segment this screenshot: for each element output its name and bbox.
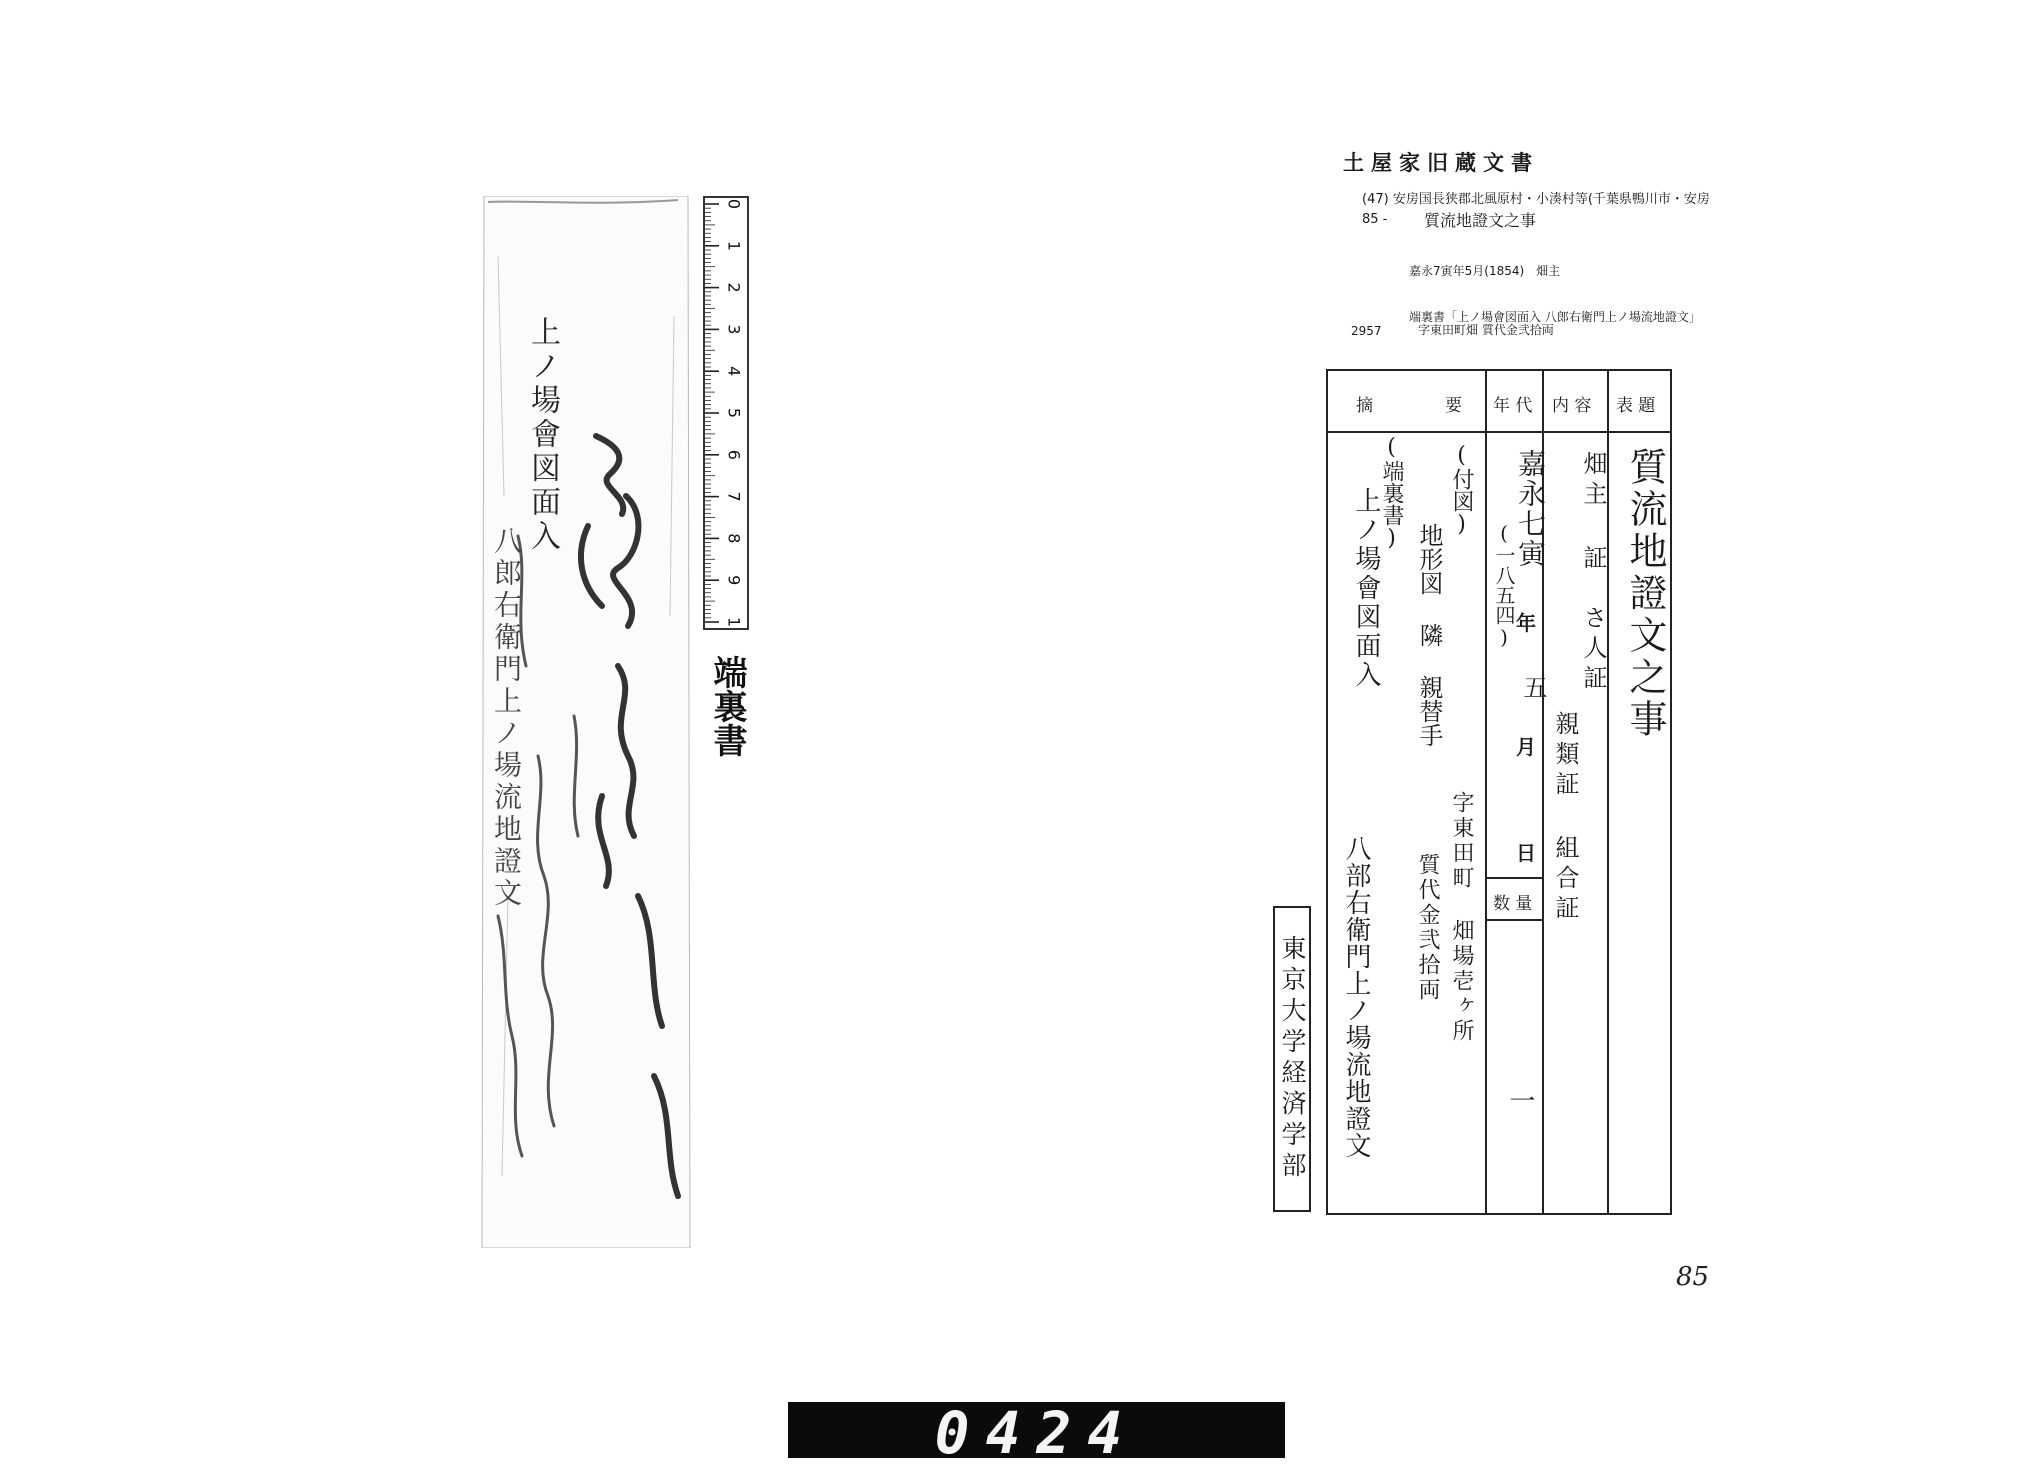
ura-line-1: 端裏書「上ノ場會図面入 八郎右衛門上ノ場流地證文」 (1409, 310, 1701, 324)
header-divider (1328, 431, 1670, 433)
item-number: 85 - (1362, 212, 1388, 227)
collection-title: 土屋家旧蔵文書 (1343, 150, 1539, 175)
location-line: (47) 安房国長狭郡北風原村・小湊村等(千葉県鴨川市・安房 (1362, 192, 1710, 207)
header-quantity: 数 量 (1493, 894, 1533, 914)
era-month-value: 五 (1519, 675, 1547, 699)
summary-4: 上ノ場會図面入 (1351, 487, 1381, 690)
quantity-divider-top (1485, 877, 1542, 879)
item-title: 質流地證文之事 (1424, 211, 1537, 230)
header-content: 内 容 (1552, 396, 1592, 416)
quantity-value: 一 (1505, 1087, 1535, 1113)
ruler-number: 5 (724, 407, 744, 419)
inscription-strip (478, 196, 694, 1248)
ruler-number: 3 (724, 324, 744, 335)
faculty-stamp (1273, 906, 1311, 1212)
summary-5: 八部右衛門上ノ場流地證文 (1341, 835, 1371, 1159)
ruler-number: 1 (724, 240, 744, 251)
ruler-number: 0 (724, 198, 744, 210)
ruler-number: 1 (724, 616, 744, 628)
inscription-line-2: 八郎右衛門上ノ場流地證文 (490, 526, 523, 910)
summary-7: 質代金弐拾両 (1415, 853, 1440, 1003)
ruler-number: 4 (724, 366, 744, 377)
catalogue-card (1326, 369, 1672, 1215)
era-day-label: 日 (1516, 841, 1536, 865)
ruler-number: 7 (724, 491, 744, 502)
summary-3: (端裏書) (1379, 435, 1404, 551)
ura-line-2: 字東田町畑 質代金弐拾両 (1418, 323, 1554, 337)
stamp-text: 東京大学経済学部 (1278, 935, 1307, 1183)
summary-2: 地形図 隣 親替手 (1415, 523, 1443, 747)
ruler-number: 8 (724, 533, 744, 544)
summary-1: (付図) (1449, 443, 1474, 537)
scale-ruler (703, 196, 749, 630)
ruler-ticks (705, 198, 747, 628)
era-value-1: 嘉永七寅 (1514, 449, 1547, 569)
header-summary-b: 要 (1445, 396, 1462, 416)
era-month-label: 月 (1516, 735, 1536, 759)
col-divider-summary (1485, 371, 1487, 1213)
ruler-number: 2 (724, 282, 744, 293)
frame-counter (788, 1399, 1285, 1467)
era-year-label: 年 (1516, 611, 1536, 635)
content-value-2: 親類証 組合証 (1551, 711, 1579, 925)
item-id: 2957 (1351, 324, 1382, 338)
header-era: 年 代 (1493, 396, 1533, 416)
header-title: 表 題 (1616, 396, 1656, 416)
summary-6: 字東田町 畑場壱ヶ所 (1449, 791, 1474, 1044)
date-line: 嘉永7寅年5月(1854) 畑主 (1409, 264, 1561, 278)
title-value: 質流地證文之事 (1623, 447, 1667, 741)
page-mark: 85 (1676, 1262, 1710, 1292)
quantity-divider-bottom (1485, 919, 1542, 921)
ruler-caption: 端裏書 (707, 655, 747, 757)
header-summary-a: 摘 (1356, 396, 1373, 416)
ruler-number: 9 (724, 575, 744, 586)
ruler-number: 6 (724, 449, 744, 460)
content-value-1: 畑主 証 さ人証 (1579, 451, 1607, 695)
era-value-2: (一八五四) (1492, 521, 1516, 649)
frame-counter-value: 0424 (934, 1399, 1139, 1467)
inscription-line-1: 上ノ場會図面入 (525, 316, 560, 554)
